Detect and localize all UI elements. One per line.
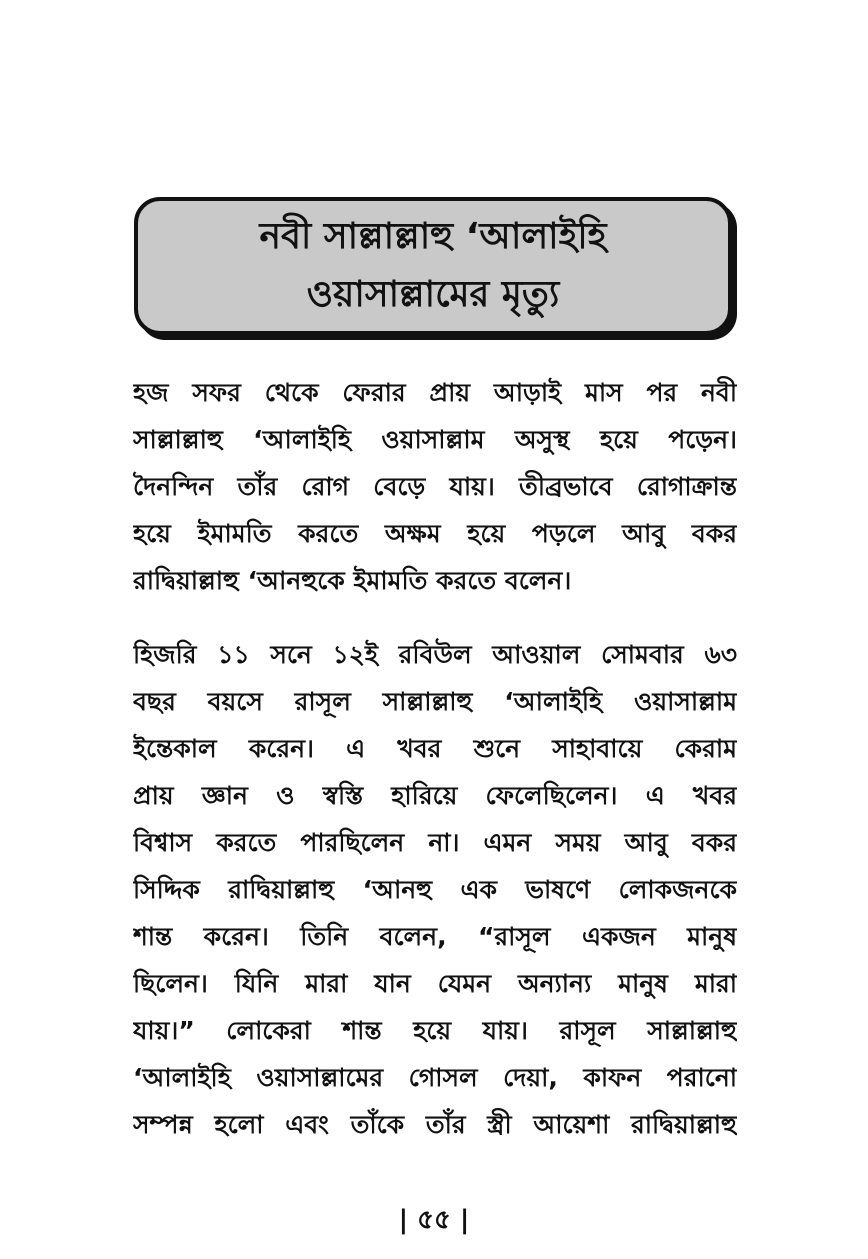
text-line: বিশ্বাস করতে পারছিলেন না। এমন সময় আবু বকর [133,828,737,857]
paragraph-2 [133,631,737,1148]
chapter-title-box [134,197,732,335]
text-line: সম্পন্ন হলো এবং তাঁকে তাঁর স্ত্রী আয়েশা রাদ্বিয়াল্লাহু [133,1110,737,1139]
text-line: রাদ্বিয়াল্লাহু ‘আনহুকে ইমামতি করতে বলেন। [133,566,572,595]
text-line: হয়ে ইমামতি করতে অক্ষম হয়ে পড়লে আবু বকর [133,519,737,548]
text-line: প্রায় জ্ঞান ও স্বস্তি হারিয়ে ফেলেছিলেন। এ খবর [133,781,737,810]
text-line: হজ সফর থেকে ফেরার প্রায় আড়াই মাস পর নবী [133,378,737,407]
text-line: যায়।” লোকেরা শান্ত হয়ে যায়। রাসূল সাল্লাল্লাহু [133,1016,737,1045]
chapter-title-line-1: নবী সাল্লাল্লাহু ‘আলাইহি [259,216,607,257]
page-number: | ৫৫ | [398,1205,470,1235]
text-line: ছিলেন। যিনি মারা যান যেমন অন্যান্য মানুষ মারা [133,969,737,998]
paragraph-1 [133,369,737,604]
text-line: সাল্লাল্লাহু ‘আলাইহি ওয়াসাল্লাম অসুস্থ হয়ে পড়েন। [133,425,737,454]
text-line: ইন্তেকাল করেন। এ খবর শুনে সাহাবায়ে কেরাম [133,734,737,763]
chapter-title-line-2: ওয়াসাল্লামের মৃত্যু [306,274,560,315]
text-line: ‘আলাইহি ওয়াসাল্লামের গোসল দেয়া, কাফন পরানো [133,1063,737,1092]
text-line: শান্ত করেন। তিনি বলেন, “রাসূল একজন মানুষ [133,922,737,951]
text-line: দৈনন্দিন তাঁর রোগ বেড়ে যায়। তীব্রভাবে রোগাক্রান্ত [133,472,737,501]
text-line: হিজরি ১১ সনে ১২ই রবিউল আওয়াল সোমবার ৬৩ [133,640,737,669]
text-line: বছর বয়সে রাসূল সাল্লাল্লাহু ‘আলাইহি ওয়াসাল্লাম [133,687,737,716]
text-line: সিদ্দিক রাদ্বিয়াল্লাহু ‘আনহু এক ভাষণে লোকজনকে [133,875,737,904]
